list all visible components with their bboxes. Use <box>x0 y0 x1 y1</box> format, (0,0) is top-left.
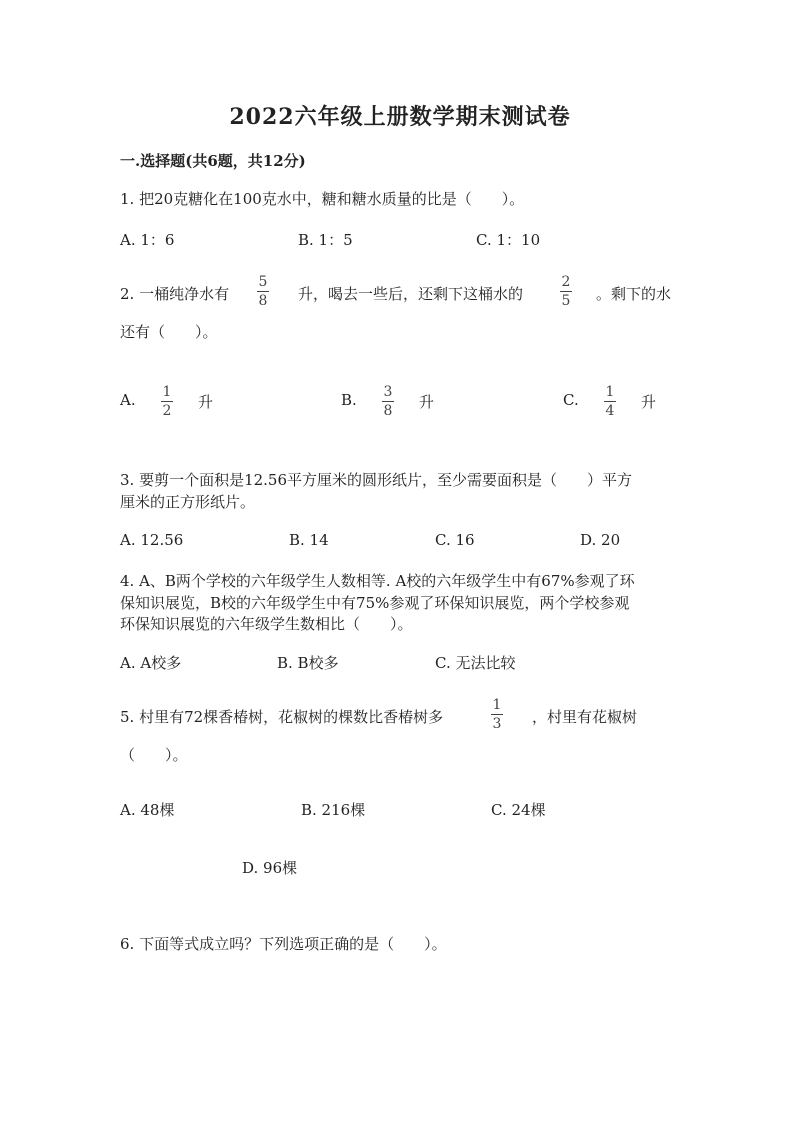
question-3-option-d: D. 20 <box>580 531 621 549</box>
page-title: 2022六年级上册数学期末测试卷 <box>229 104 571 130</box>
question-2-option-b-fraction <box>382 384 394 419</box>
fraction-bar <box>560 291 572 292</box>
question-3-text-line2: 厘米的正方形纸片。 <box>120 493 256 511</box>
question-2-fraction-1 <box>257 274 269 309</box>
question-4-text-line1: 4. A、B两个学校的六年级学生人数相等. A校的六年级学生中有67%参观了环 <box>120 572 635 590</box>
fraction-bar <box>382 401 394 402</box>
fraction-denominator: 8 <box>383 403 393 419</box>
question-2-text-line2: 还有（ ）。 <box>120 323 218 341</box>
question-4-option-c: C. 无法比较 <box>435 654 516 672</box>
question-5-text-part1: 5. 村里有72棵香椿树，花椒树的棵数比香椿树多 <box>120 708 444 726</box>
fraction-bar <box>161 401 173 402</box>
question-5-fraction <box>491 697 503 732</box>
question-5-text-line2: （ ）。 <box>120 746 188 764</box>
question-5-option-c: C. 24棵 <box>491 801 546 819</box>
question-3-option-c: C. 16 <box>435 531 475 549</box>
fraction-denominator: 4 <box>605 403 615 419</box>
question-4-option-a: A. A校多 <box>120 654 182 672</box>
question-5-option-a: A. 48棵 <box>120 801 175 819</box>
question-2-text-part2: 升，喝去一些后，还剩下这桶水的 <box>298 285 524 303</box>
question-1-option-b: B. 1：5 <box>298 231 353 249</box>
question-2-text-part3: 。剩下的水 <box>596 285 672 303</box>
question-3-text-line1: 3. 要剪一个面积是12.56平方厘米的圆形纸片，至少需要面积是（ ）平方 <box>120 471 633 489</box>
question-4-text-line3: 环保知识展览的六年级学生数相比（ ）。 <box>120 615 413 633</box>
fraction-denominator: 2 <box>162 403 172 419</box>
fraction-numerator: 1 <box>492 697 502 713</box>
question-5-option-b: B. 216棵 <box>301 801 366 819</box>
question-2-option-b-unit: 升 <box>419 393 435 411</box>
question-2-option-c-unit: 升 <box>641 393 657 411</box>
question-2-option-a-label: A. <box>120 391 136 409</box>
question-2-option-b-label: B. <box>341 391 357 409</box>
fraction-denominator: 3 <box>492 716 502 732</box>
question-2-option-a-unit: 升 <box>198 393 214 411</box>
fraction-numerator: 2 <box>561 274 571 290</box>
fraction-denominator: 8 <box>258 293 268 309</box>
question-6-text: 6. 下面等式成立吗？下列选项正确的是（ ）。 <box>120 935 447 953</box>
question-2-option-c-fraction <box>604 384 616 419</box>
fraction-bar <box>257 291 269 292</box>
question-5-text-part2: ，村里有花椒树 <box>532 708 638 726</box>
question-2-option-c-label: C. <box>563 391 579 409</box>
question-4-text-line2: 保知识展览，B校的六年级学生中有75%参观了环保知识展览，两个学校参观 <box>120 594 630 612</box>
question-1-option-a: A. 1：6 <box>120 231 175 249</box>
fraction-bar <box>491 714 503 715</box>
question-2-option-a-fraction <box>161 384 173 419</box>
question-2-fraction-2 <box>560 274 572 309</box>
question-3-option-b: B. 14 <box>289 531 329 549</box>
question-4-option-b: B. B校多 <box>277 654 339 672</box>
fraction-bar <box>604 401 616 402</box>
question-2-text-part1: 2. 一桶纯净水有 <box>120 285 230 303</box>
fraction-numerator: 1 <box>162 384 172 400</box>
question-1-text: 1. 把20克糖化在100克水中，糖和糖水质量的比是（ ）。 <box>120 190 525 208</box>
section-heading: 一.选择题(共6题，共12分) <box>120 152 306 170</box>
fraction-numerator: 5 <box>258 274 268 290</box>
question-5-option-d: D. 96棵 <box>242 859 298 877</box>
fraction-numerator: 1 <box>605 384 615 400</box>
question-1-option-c: C. 1：10 <box>476 231 541 249</box>
fraction-denominator: 5 <box>561 293 571 309</box>
question-3-option-a: A. 12.56 <box>120 531 184 549</box>
fraction-numerator: 3 <box>383 384 393 400</box>
